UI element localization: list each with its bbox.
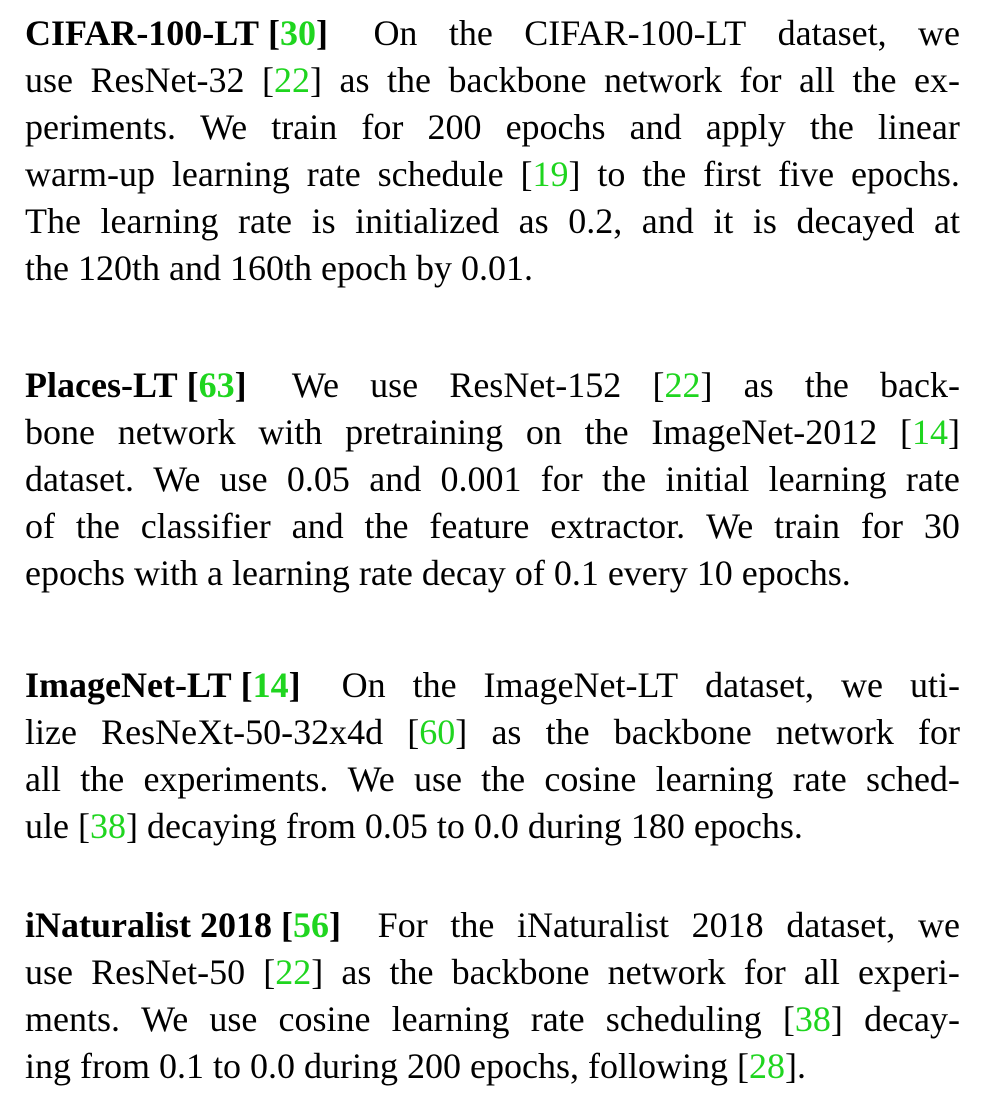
heading-citation-link[interactable]: 56 <box>293 905 329 945</box>
word: five <box>778 154 835 194</box>
text-line <box>25 1043 960 1090</box>
word: ResNeXt-50-32x4d <box>101 712 384 752</box>
word: of <box>25 506 55 546</box>
word: classifier <box>140 506 271 546</box>
word: from <box>285 806 356 846</box>
word: 0.001 <box>440 459 522 499</box>
word: and <box>291 506 344 546</box>
word: to <box>597 154 626 194</box>
word: For <box>377 905 428 945</box>
word: by <box>415 248 452 288</box>
word: schedule <box>377 154 504 194</box>
word: backbone <box>613 712 752 752</box>
word: the <box>75 506 120 546</box>
word: On <box>373 13 418 53</box>
word: 0.05 <box>364 806 428 846</box>
text-line <box>25 503 960 550</box>
word: the <box>80 759 125 799</box>
citation-link[interactable]: 60 <box>419 712 456 752</box>
word: use <box>413 759 462 799</box>
citation: [22] <box>652 365 713 405</box>
citation: [19] <box>520 154 581 194</box>
paragraph-cifar-100-lt <box>25 10 960 292</box>
word: ResNet-32 <box>90 60 245 100</box>
word: 10 <box>696 553 733 593</box>
heading-citation-link[interactable]: 14 <box>252 665 289 705</box>
text-line <box>25 456 960 503</box>
word: 200 <box>427 107 482 147</box>
heading-title: ImageNet-LT <box>25 665 232 705</box>
text-line <box>25 949 960 996</box>
word: following <box>587 1046 728 1086</box>
word: the <box>602 459 647 499</box>
heading-citation-link[interactable]: 63 <box>198 365 235 405</box>
word: network <box>603 60 722 100</box>
word: We <box>347 759 395 799</box>
word: as <box>339 60 370 100</box>
word: the <box>852 60 897 100</box>
word: train <box>774 506 841 546</box>
word: dataset, <box>786 905 896 945</box>
word: all <box>803 952 840 992</box>
word: 0.2, <box>568 201 623 241</box>
word: rate <box>358 553 413 593</box>
word: it <box>713 201 734 241</box>
word: the <box>804 365 849 405</box>
word: as <box>743 365 774 405</box>
word: ments. <box>25 999 120 1039</box>
word: sched- <box>865 759 960 799</box>
word: use <box>370 365 419 405</box>
word: the <box>389 952 434 992</box>
word: and <box>369 459 422 499</box>
citation: [28]. <box>736 1046 806 1086</box>
word: learning <box>171 154 290 194</box>
word: periments. <box>25 107 176 147</box>
word: first <box>703 154 762 194</box>
text-line <box>25 756 960 803</box>
word: use <box>25 60 73 100</box>
word: ex- <box>913 60 960 100</box>
paragraph-imagenet-lt <box>25 662 960 850</box>
word: we <box>917 905 960 945</box>
word: The <box>25 201 81 241</box>
heading-citation-link[interactable]: 30 <box>280 13 317 53</box>
word: the <box>809 107 854 147</box>
word: rate <box>238 201 292 241</box>
word: for <box>361 107 404 147</box>
word: rate <box>905 459 960 499</box>
word: is <box>311 201 336 241</box>
word: 160th <box>229 248 312 288</box>
word: We <box>141 999 189 1039</box>
word: dataset, <box>777 13 887 53</box>
word: backbone <box>451 952 590 992</box>
word: epoch <box>321 248 407 288</box>
word: the <box>642 154 687 194</box>
citation: [14] <box>899 412 960 452</box>
word: extractor. <box>550 506 686 546</box>
citation-link[interactable]: 38 <box>89 806 126 846</box>
word: with <box>258 412 323 452</box>
heading-title: CIFAR-100-LT <box>25 13 260 53</box>
text-line <box>25 803 960 850</box>
word: network <box>117 412 236 452</box>
word: use <box>25 952 73 992</box>
word: and <box>169 248 221 288</box>
word: learning <box>391 999 510 1039</box>
word: bone <box>25 412 95 452</box>
word: at <box>933 201 960 241</box>
text-line <box>25 104 960 151</box>
word: the <box>450 905 495 945</box>
word: epochs. <box>693 806 803 846</box>
text-line <box>25 409 960 456</box>
word: rate <box>306 154 361 194</box>
word: network <box>775 712 894 752</box>
citation-link[interactable]: 38 <box>794 999 831 1039</box>
word: 120th <box>77 248 160 288</box>
text-line <box>25 198 960 245</box>
word: decay- <box>864 999 960 1039</box>
citation: [38] <box>77 806 138 846</box>
word: 180 <box>630 806 685 846</box>
word: feature <box>429 506 530 546</box>
word: CIFAR-100-LT <box>524 13 747 53</box>
word: to <box>436 806 465 846</box>
word: back- <box>880 365 960 405</box>
word: every <box>607 553 688 593</box>
word: dataset. <box>25 459 134 499</box>
citation-link[interactable]: 14 <box>911 412 948 452</box>
word: We <box>153 459 201 499</box>
word: during <box>527 806 622 846</box>
word: learning <box>655 759 774 799</box>
word: all <box>798 60 835 100</box>
word: network <box>607 952 726 992</box>
word: ImageNet-LT <box>483 665 679 705</box>
word: the <box>25 248 69 288</box>
word: the <box>412 665 457 705</box>
word: the <box>387 60 432 100</box>
word: of <box>514 553 545 593</box>
word: pretraining <box>345 412 504 452</box>
word: and <box>641 201 694 241</box>
word: the <box>481 759 526 799</box>
word: 0.1 <box>553 553 599 593</box>
word: learning <box>100 201 219 241</box>
word: warm-up <box>25 154 155 194</box>
word: ule <box>25 806 69 846</box>
word: during <box>304 1046 399 1086</box>
text-line <box>25 550 960 597</box>
citation: [38] <box>782 999 843 1039</box>
word: the <box>364 506 409 546</box>
word: 0.05 <box>286 459 350 499</box>
word: cosine <box>278 999 371 1039</box>
word: use <box>209 999 258 1039</box>
word: ing <box>25 1046 72 1086</box>
word: 0.01. <box>460 248 533 288</box>
word: for <box>743 952 786 992</box>
word: iNaturalist <box>517 905 669 945</box>
word: We <box>706 506 754 546</box>
word: backbone <box>448 60 587 100</box>
word: apply <box>705 107 786 147</box>
text-line <box>25 362 960 409</box>
word: ResNet-152 <box>449 365 622 405</box>
word: cosine <box>544 759 637 799</box>
text-line <box>25 151 960 198</box>
word: decaying <box>146 806 277 846</box>
text-line <box>25 57 960 104</box>
word: from <box>80 1046 150 1086</box>
word: initial <box>665 459 750 499</box>
word: as <box>491 712 522 752</box>
citation: [22] <box>263 952 324 992</box>
word: 0.0 <box>473 806 519 846</box>
word: all <box>25 759 61 799</box>
citation-link[interactable]: 22 <box>274 60 310 100</box>
word: We <box>291 365 339 405</box>
word: epochs <box>505 107 606 147</box>
word: 0.1 <box>159 1046 204 1086</box>
word: with <box>133 553 198 593</box>
paragraph-heading: CIFAR-100-LT [ 30 ] <box>25 10 328 57</box>
word: scheduling <box>605 999 762 1039</box>
citation-link[interactable]: 28 <box>748 1046 785 1086</box>
word: linear <box>877 107 960 147</box>
heading-title: iNaturalist 2018 <box>25 905 272 945</box>
word: we <box>918 13 960 53</box>
word: 2018 <box>691 905 764 945</box>
word: ResNet-50 <box>91 952 246 992</box>
word: learning <box>768 459 887 499</box>
word: and <box>629 107 682 147</box>
text-line <box>25 10 960 57</box>
word: train <box>271 107 338 147</box>
word: we <box>841 665 884 705</box>
word: as <box>341 952 372 992</box>
word: for <box>540 459 583 499</box>
text-line <box>25 902 960 949</box>
word: ImageNet-2012 <box>651 412 878 452</box>
text-line <box>25 996 960 1043</box>
word: rate <box>530 999 585 1039</box>
word: epochs. <box>850 154 960 194</box>
word: experi- <box>857 952 960 992</box>
text-line <box>25 709 960 756</box>
word: a <box>206 553 223 593</box>
paragraph-heading: ImageNet-LT [ 14 ] <box>25 662 301 709</box>
word: 30 <box>923 506 960 546</box>
word: experiments. <box>143 759 329 799</box>
word: lize <box>25 712 77 752</box>
citation: [22] <box>262 60 322 100</box>
word: use <box>219 459 268 499</box>
word: We <box>200 107 248 147</box>
paragraph-heading: Places-LT [ 63 ] <box>25 362 247 409</box>
text-line <box>25 245 960 292</box>
word: for <box>860 506 903 546</box>
word: the <box>584 412 629 452</box>
word: decayed <box>796 201 915 241</box>
paragraph-places-lt <box>25 362 960 597</box>
word: On <box>341 665 386 705</box>
word: as <box>518 201 549 241</box>
word: to <box>213 1046 242 1086</box>
word: the <box>448 13 493 53</box>
word: for <box>918 712 960 752</box>
word: 0.0 <box>250 1046 296 1086</box>
word: the <box>545 712 590 752</box>
word: 200 <box>407 1046 462 1086</box>
word: learning <box>231 553 350 593</box>
citation-link[interactable]: 22 <box>275 952 312 992</box>
word: decay <box>421 553 506 593</box>
word: epochs <box>25 553 125 593</box>
word: on <box>525 412 562 452</box>
word: uti- <box>909 665 960 705</box>
text-line <box>25 662 960 709</box>
citation-link[interactable]: 19 <box>532 154 569 194</box>
word: epochs. <box>741 553 851 593</box>
heading-title: Places-LT <box>25 365 178 405</box>
citation: [60] <box>407 712 468 752</box>
word: initialized <box>355 201 500 241</box>
word: for <box>739 60 782 100</box>
paragraph-heading: iNaturalist 2018 [ 56 ] <box>25 902 341 949</box>
paragraph-inaturalist-2018 <box>25 902 960 1090</box>
word: dataset, <box>705 665 815 705</box>
word: epochs, <box>470 1046 579 1086</box>
citation-link[interactable]: 22 <box>664 365 701 405</box>
word: is <box>752 201 777 241</box>
word: rate <box>792 759 847 799</box>
